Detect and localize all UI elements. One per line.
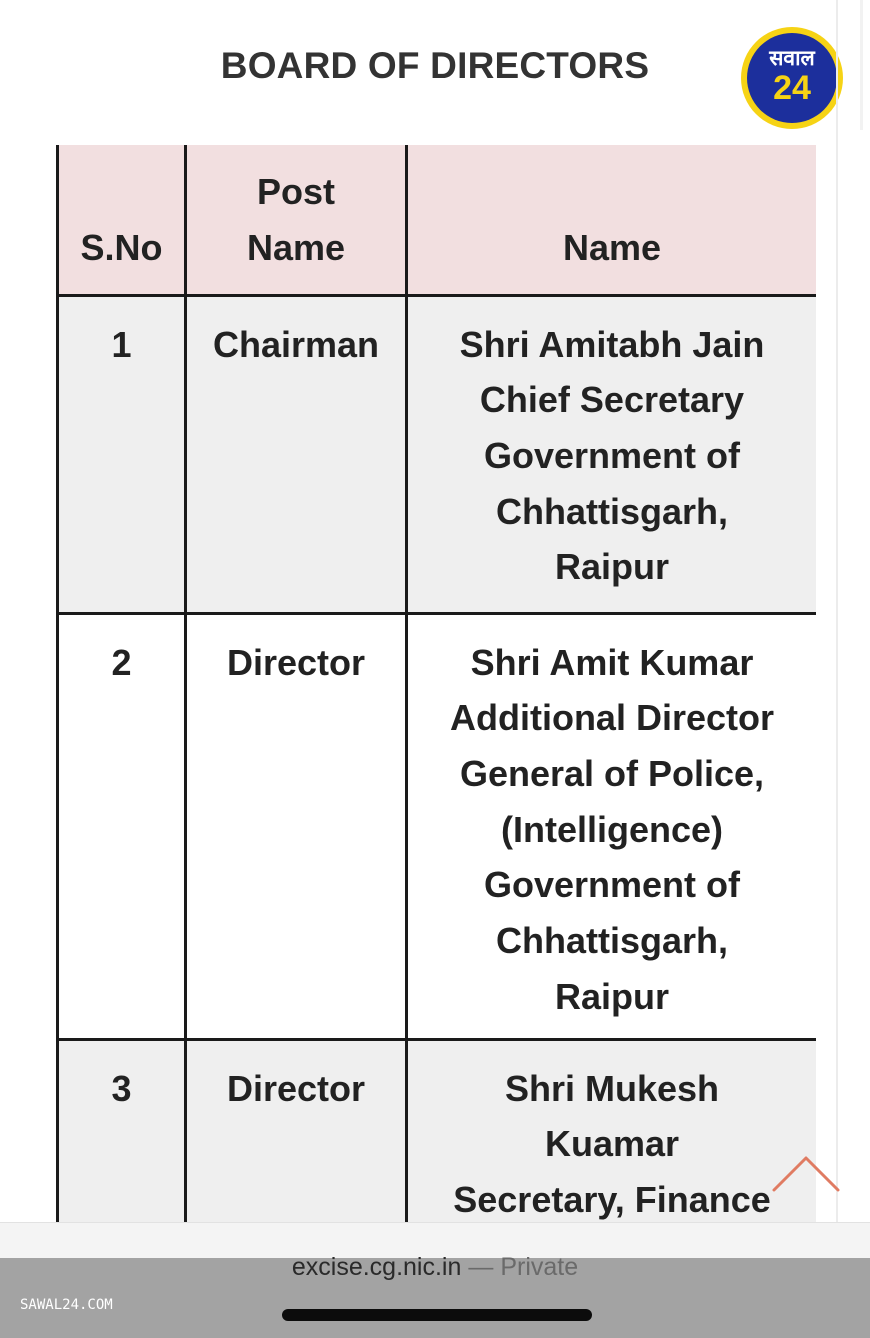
name-line: Government of (483, 864, 741, 906)
header-name (407, 145, 817, 295)
header-post-line-2: Name (246, 226, 346, 268)
name-line: Secretary, Finance (453, 1178, 771, 1220)
logo-number-text: 24 (773, 69, 811, 107)
cell-post (186, 295, 407, 613)
sno-value: 2 (111, 641, 132, 683)
header-post-name (186, 145, 407, 295)
cell-post (186, 613, 407, 1039)
header-sno (58, 145, 186, 295)
board-table-container[interactable] (56, 145, 816, 1225)
name-line: Kuamar (544, 1123, 680, 1165)
url-separator: — (461, 1253, 501, 1281)
cell-sno (58, 613, 186, 1039)
name-line: Chhattisgarh, (495, 920, 728, 962)
sno-value: 3 (111, 1067, 132, 1109)
cell-name (407, 1039, 817, 1225)
board-of-directors-table (56, 145, 816, 1225)
home-indicator[interactable] (282, 1309, 592, 1321)
name-line: Raipur (554, 546, 669, 588)
private-label: Private (500, 1253, 579, 1281)
cell-post (186, 1039, 407, 1225)
url-display[interactable] (0, 1252, 870, 1282)
page-title: BOARD OF DIRECTORS (220, 45, 650, 86)
logo-inner-circle (747, 33, 837, 123)
scroll-track (836, 0, 838, 1225)
logo-top-text: सवाल (769, 47, 815, 70)
name-line: Shri Mukesh (504, 1067, 720, 1109)
header-name-line: Name (562, 226, 662, 268)
post-value: Director (226, 1067, 366, 1109)
name-line: Chief Secretary (479, 379, 745, 421)
cell-sno (58, 295, 186, 613)
name-line: (Intelligence) (500, 808, 724, 850)
cell-sno (58, 1039, 186, 1225)
sawal24-logo (741, 27, 843, 129)
name-line: Additional Director (449, 697, 775, 739)
cell-name (407, 295, 817, 613)
post-value: Director (226, 641, 366, 683)
name-line: Raipur (554, 975, 669, 1017)
cell-name (407, 613, 817, 1039)
name-line: Shri Amit Kumar (470, 641, 754, 683)
page-edge-shadow (860, 0, 863, 130)
table-header-row (58, 145, 817, 295)
header-sno-line: S.No (80, 226, 163, 268)
table-row (58, 295, 817, 613)
name-line: Shri Amitabh Jain (459, 323, 765, 365)
name-line: Chhattisgarh, (495, 490, 728, 532)
url-domain: excise.cg.nic.in (291, 1253, 462, 1281)
chevron-up-icon[interactable] (770, 1150, 842, 1198)
watermark: SAWAL24.COM (20, 1297, 113, 1313)
header-post-line-1: Post (256, 171, 335, 213)
name-line: Government of (483, 434, 741, 476)
table-row (58, 613, 817, 1039)
sno-value: 1 (111, 323, 132, 365)
name-line: General of Police, (459, 752, 765, 794)
table-row (58, 1039, 817, 1225)
post-value: Chairman (212, 323, 380, 365)
